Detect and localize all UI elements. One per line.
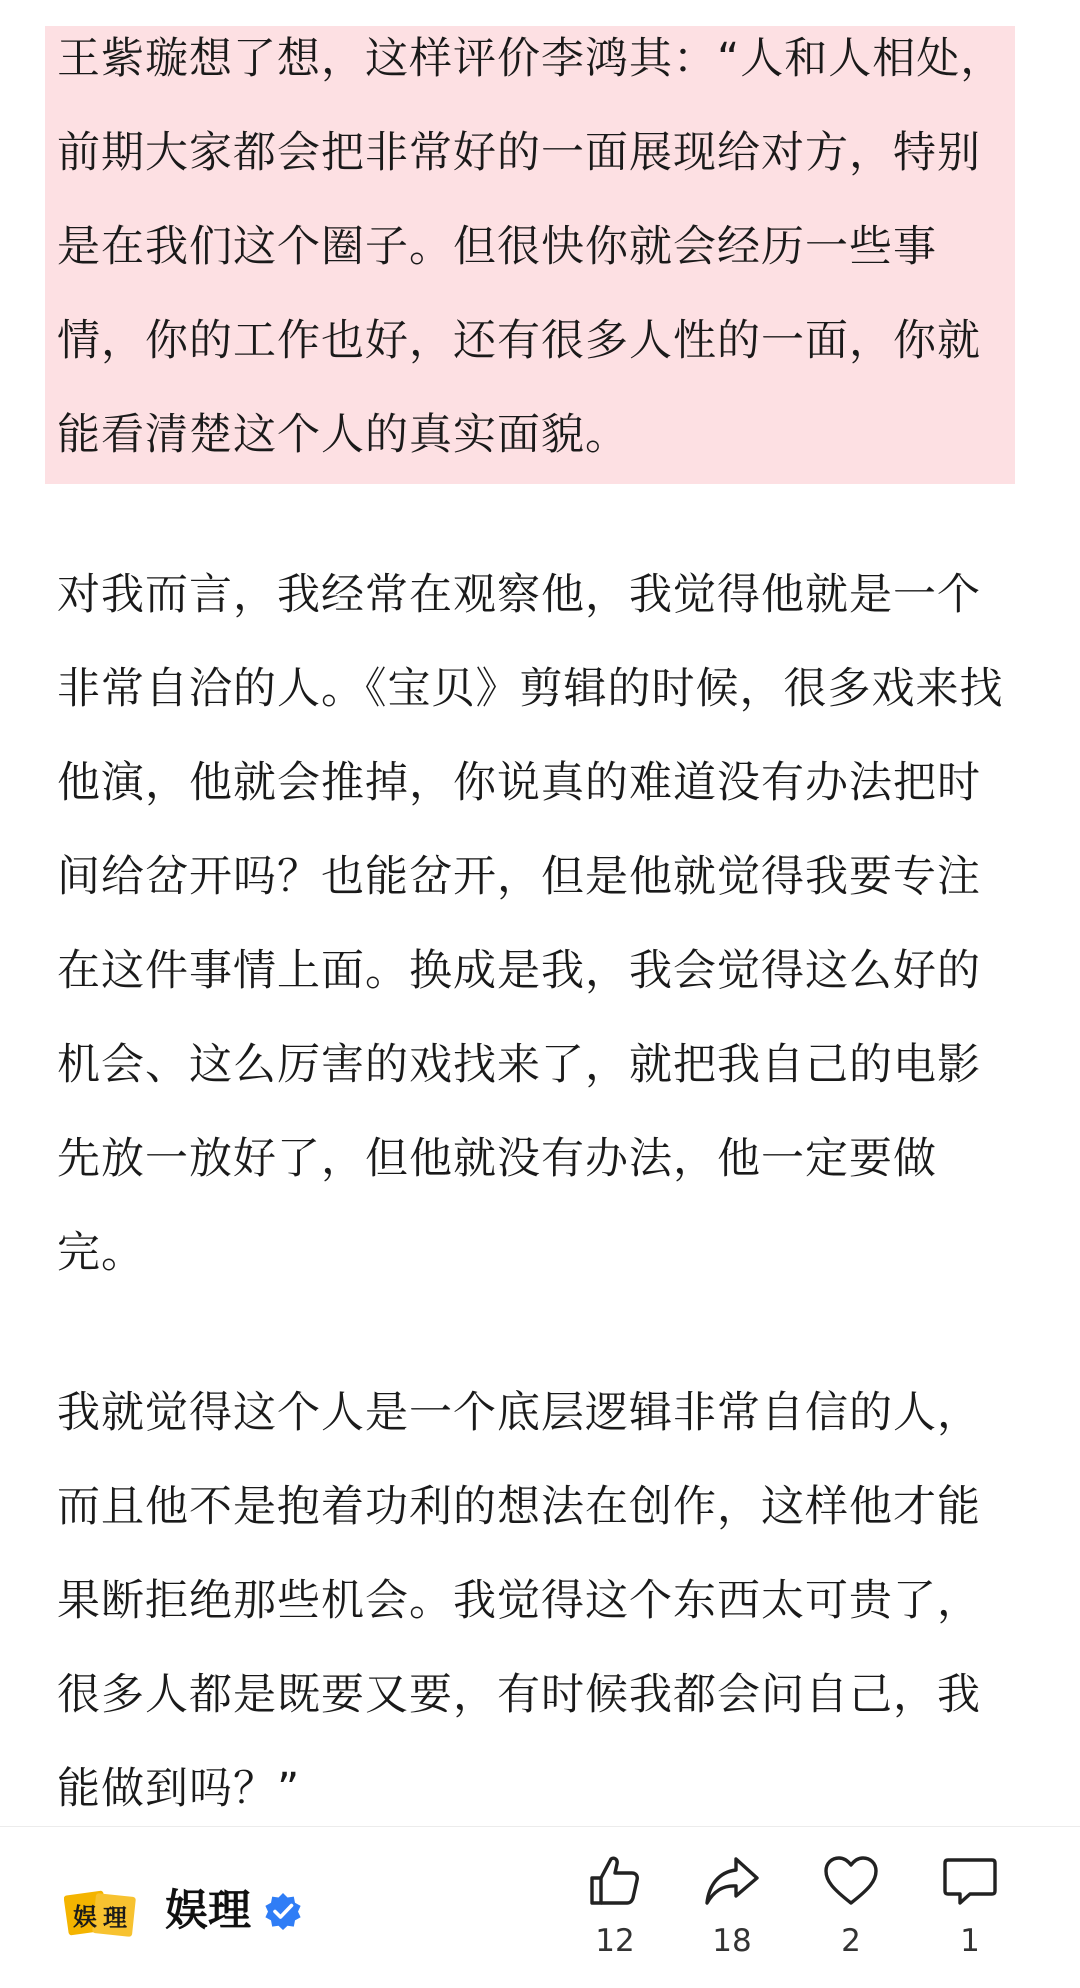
heart-icon	[821, 1851, 881, 1911]
share-button[interactable]	[682, 1851, 782, 1981]
author-name[interactable]: 娱理	[165, 1886, 251, 1936]
thumbs-up-icon	[585, 1851, 645, 1911]
article-paragraph: 王紫璇想了想，这样评价李鸿其：“人和人相处，前期大家都会把非常好的一面展现给对方，特别是在我们这个圈子。但很快你就会经历一些事情，你的工作也好，还有很多人性的一面，你就能看清楚这个人的真实面貌。	[57, 34, 1005, 460]
like-count: 12	[595, 1923, 635, 1959]
article-paragraph: 我就觉得这个人是一个底层逻辑非常自信的人，而且他不是抱着功利的想法在创作，这样他才能果断拒绝那些机会。我觉得这个东西太可贵了，很多人都是既要又要，有时候我都会问自己，我能做到吗？”	[57, 1388, 981, 1814]
comment-button[interactable]	[920, 1851, 1020, 1981]
comment-bubble-icon	[940, 1851, 1000, 1911]
avatar-char: 娱	[73, 1903, 97, 1931]
comment-count: 1	[960, 1923, 980, 1959]
share-count: 18	[712, 1923, 752, 1959]
author-logo-icon	[64, 1879, 136, 1951]
article-paragraph: 对我而言，我经常在观察他，我觉得他就是一个非常自洽的人。《宝贝》剪辑的时候，很多戏来找他演，他就会推掉，你说真的难道没有办法把时间给岔开吗？也能岔开，但是他就觉得我要专注在这件事情上面。换成是我，我会觉得这么好的机会、这么厉害的戏找来了，就把我自己的电影先放一放好了，但他就没有办法，他一定要做完。	[57, 570, 1004, 1278]
avatar-char: 理	[103, 1904, 127, 1932]
avatar[interactable]	[64, 1879, 136, 1951]
favorite-count: 2	[841, 1923, 861, 1959]
share-arrow-icon	[702, 1851, 762, 1911]
post-footer	[0, 1827, 1080, 1988]
verified-badge-icon	[263, 1891, 303, 1931]
favorite-button[interactable]	[801, 1851, 901, 1981]
like-button[interactable]	[565, 1851, 665, 1981]
